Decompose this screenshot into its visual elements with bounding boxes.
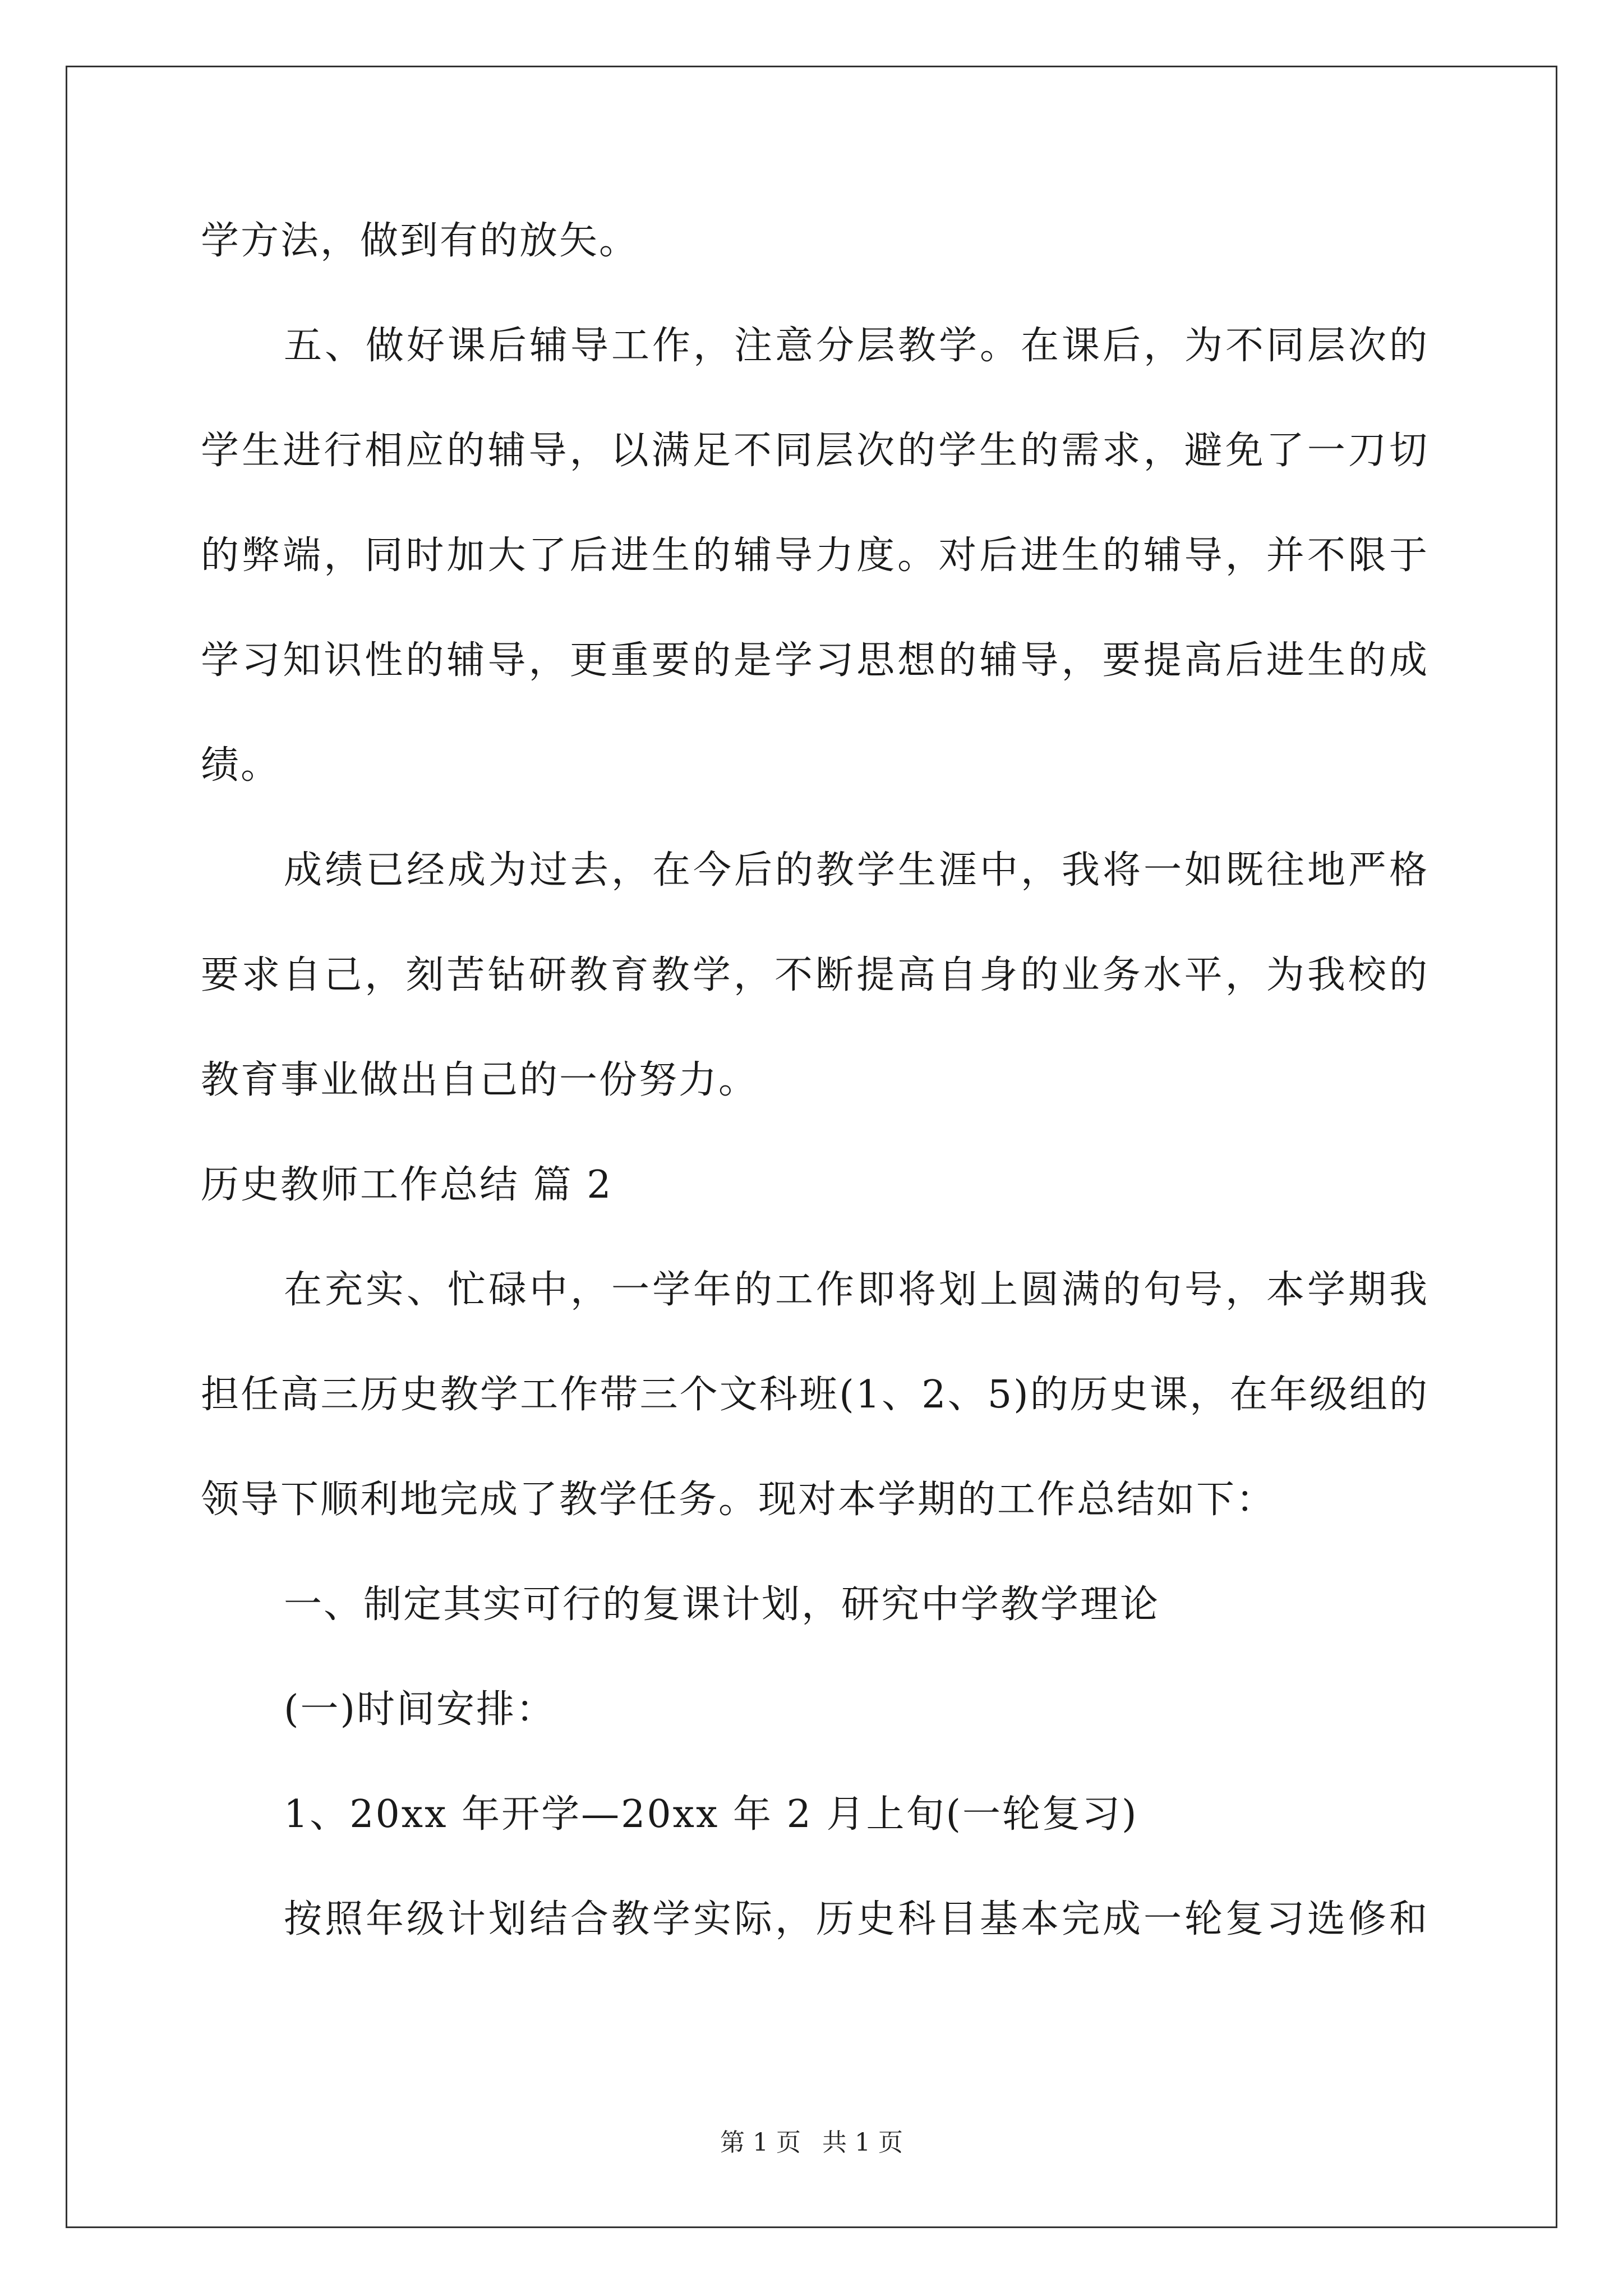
paragraph-line: (一)时间安排： [284,1687,556,1732]
paragraph-line: 学生进行相应的辅导，以满足不同层次的学生的需求，避免了一刀切 [201,429,1429,473]
paragraph-line: 在充实、忙碌中，一学年的工作即将划上圆满的句号，本学期我 [284,1268,1429,1312]
paragraph-line: 担任高三历史教学工作带三个文科班(1、2、5)的历史课，在年级组的 [201,1373,1429,1417]
paragraph-line: 要求自己，刻苦钻研教育教学，不断提高自身的业务水平，为我校的 [201,953,1429,997]
paragraph-line: 1、20xx 年开学—20xx 年 2 月上旬(一轮复习) [284,1792,1138,1837]
paragraph-line: 学方法，做到有的放矢。 [201,219,639,263]
page-total: 共 1 页 [822,2128,903,2157]
page-number: 第 1 页 [720,2128,801,2157]
paragraph-line: 的弊端，同时加大了后进生的辅导力度。对后进生的辅导，并不限于 [201,533,1429,578]
paragraph-line: 绩。 [201,743,281,788]
paragraph-line: 五、做好课后辅导工作，注意分层教学。在课后，为不同层次的 [284,324,1429,368]
paragraph-line: 成绩已经成为过去，在今后的教学生涯中，我将一如既往地严格 [284,848,1429,892]
paragraph-line: 按照年级计划结合教学实际，历史科目基本完成一轮复习选修和 [284,1897,1429,1941]
paragraph-line: 一、制定其实可行的复课计划，研究中学教学理论 [284,1582,1160,1627]
paragraph-line: 领导下顺利地完成了教学任务。现对本学期的工作总结如下： [201,1478,1276,1522]
section-heading: 历史教师工作总结 篇 2 [201,1163,613,1207]
page-footer [0,2126,1623,2160]
paragraph-line: 学习知识性的辅导，更重要的是学习思想的辅导，要提高后进生的成 [201,638,1429,683]
paragraph-line: 教育事业做出自己的一份努力。 [201,1058,759,1102]
